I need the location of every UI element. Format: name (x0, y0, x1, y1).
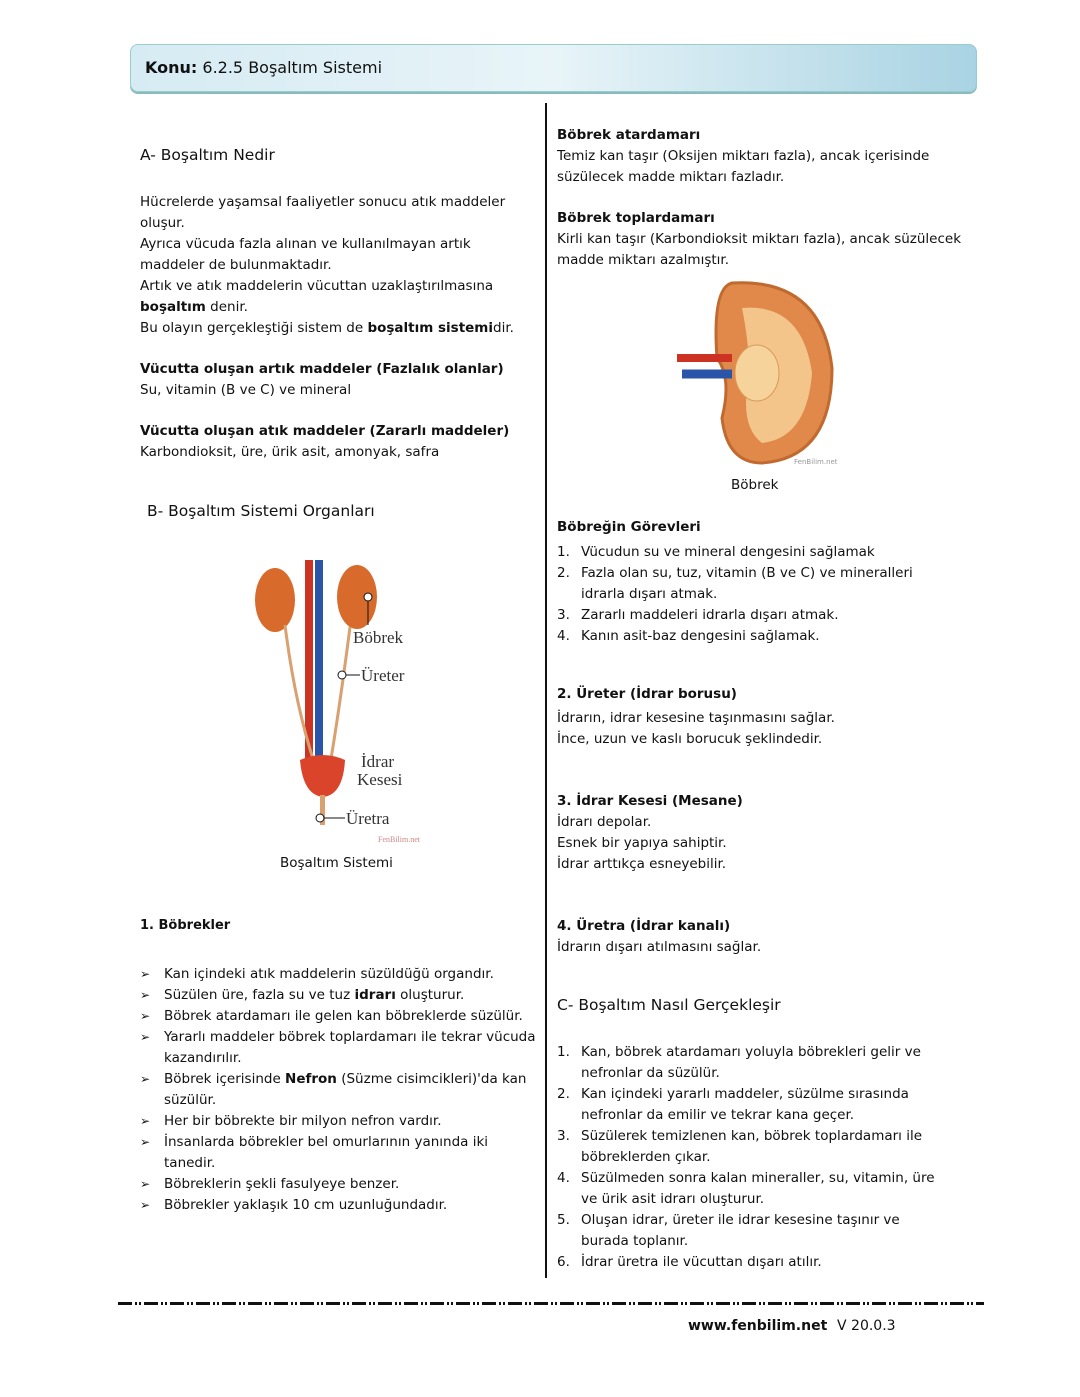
watermark: FenBilim.net (794, 458, 838, 466)
item-number: 2. (557, 1086, 570, 1102)
figure-caption: Boşaltım Sistemi (280, 855, 393, 871)
arrow-bullet-icon: ➢ (140, 1198, 151, 1212)
item-text: Süzülmeden sonra kalan mineraller, su, vitamin, üre ve ürik asit idrarı oluşturur. (581, 1170, 935, 1207)
list-item (140, 1027, 540, 1069)
list-item (140, 1132, 540, 1174)
list-item (557, 1210, 937, 1252)
item-text: Yararlı maddeler böbrek toplardamarı ile tekrar vücuda kazandırılır. (164, 1029, 536, 1066)
section-a-title: A- Boşaltım Nedir (140, 146, 275, 164)
list-item (557, 563, 927, 605)
paragraph (140, 276, 535, 318)
footer-divider (118, 1302, 984, 1305)
arrow-bullet-icon: ➢ (140, 1114, 151, 1128)
urinary-system-figure (245, 555, 435, 850)
arrow-bullet-icon: ➢ (140, 1135, 151, 1149)
text: Artık ve atık maddelerin vücuttan uzaklaştırılmasına (140, 278, 494, 294)
list-item (140, 1006, 540, 1027)
label-kesesi: Kesesi (357, 770, 403, 789)
text: dir. (493, 320, 514, 336)
bold-term: idrarı (354, 987, 396, 1003)
item-number: 5. (557, 1212, 570, 1228)
item-text: İdrar üretra ile vücuttan dışarı atılır. (581, 1254, 822, 1270)
item-text: Böbrek içerisinde (164, 1071, 286, 1087)
item-text: Böbrek atardamarı ile gelen kan böbreklerde süzülür. (164, 1008, 523, 1024)
list-item (557, 626, 927, 647)
item-text: Kan içindeki yararlı maddeler, süzülme sırasında nefronlar da emilir ve tekrar kana geçer. (581, 1086, 909, 1123)
text: Esnek bir yapıya sahiptir. (557, 835, 727, 851)
list-item (557, 1126, 937, 1168)
label-ureter: Üreter (361, 666, 405, 685)
arrow-bullet-icon: ➢ (140, 1009, 151, 1023)
arrow-bullet-icon: ➢ (140, 988, 151, 1002)
subheading: Vücutta oluşan atık maddeler (Zararlı maddeler) (140, 423, 510, 439)
item-text: Kanın asit-baz dengesini sağlamak. (581, 628, 820, 644)
arrow-bullet-icon: ➢ (140, 1030, 151, 1044)
list-item (140, 1069, 540, 1111)
topic-header (130, 44, 977, 92)
list-item (557, 1168, 937, 1210)
header-title: 6.2.5 Boşaltım Sistemi (202, 58, 383, 77)
item-number: 4. (557, 628, 570, 644)
text: denir. (205, 299, 248, 315)
ureter-block (557, 684, 967, 750)
item-number: 3. (557, 1128, 570, 1144)
footer (688, 1318, 896, 1334)
artik-block (140, 359, 535, 401)
item-text: Zararlı maddeleri idrarla dışarı atmak. (581, 607, 839, 623)
text: İdrarı depolar. (557, 814, 652, 830)
arrow-bullet-icon: ➢ (140, 1072, 151, 1086)
atardamar-block (557, 125, 967, 188)
item-text: Vücudun su ve mineral dengesini sağlamak (581, 544, 875, 560)
arrow-bullet-icon: ➢ (140, 967, 151, 981)
item-text: Fazla olan su, tuz, vitamin (B ve C) ve mineralleri idrarla dışarı atmak. (581, 565, 913, 602)
kidney-figure (672, 278, 840, 468)
bobrekler-title: 1. Böbrekler (140, 918, 231, 933)
item-number: 1. (557, 1044, 570, 1060)
text: İnce, uzun ve kaslı borucuk şeklindedir. (557, 731, 823, 747)
list-item (557, 542, 927, 563)
arrow-bullet-icon: ➢ (140, 1177, 151, 1191)
item-text: Böbrekler yaklaşık 10 cm uzunluğundadır. (164, 1197, 448, 1213)
toplardamar-block (557, 208, 967, 271)
kidney-caption: Böbrek (731, 477, 779, 493)
watermark: FenBilim.net (378, 835, 420, 844)
text: İdrar arttıkça esneyebilir. (557, 856, 727, 872)
label-bobrek: Böbrek (353, 628, 404, 647)
paragraph: Ayrıca vücuda fazla alınan ve kullanılmayan artık maddeler de bulunmaktadır. (140, 236, 471, 273)
text: Karbondioksit, üre, ürik asit, amonyak, safra (140, 444, 440, 460)
column-divider (545, 103, 547, 1278)
item-number: 3. (557, 607, 570, 623)
header-prefix: Konu: (145, 58, 198, 77)
item-text: Süzülerek temizlenen kan, böbrek toplardamarı ile böbreklerden çıkar. (581, 1128, 923, 1165)
list-item (140, 1174, 540, 1195)
subheading: 2. Üreter (İdrar borusu) (557, 686, 737, 702)
item-number: 2. (557, 565, 570, 581)
list-item (557, 605, 927, 626)
list-item (140, 1195, 540, 1216)
subheading: 3. İdrar Kesesi (Mesane) (557, 793, 743, 809)
item-text: Her bir böbrekte bir milyon nefron vardır. (164, 1113, 442, 1129)
bobrekler-list (140, 964, 540, 1216)
footer-version: V 20.0.3 (837, 1318, 896, 1334)
text: İdrarın dışarı atılmasını sağlar. (557, 939, 762, 955)
list-item (140, 1111, 540, 1132)
label-idrar: İdrar (361, 752, 395, 771)
bold-term: boşaltım (140, 299, 206, 315)
section-b-title: B- Boşaltım Sistemi Organları (147, 502, 375, 520)
section-c-title: C- Boşaltım Nasıl Gerçekleşir (557, 996, 781, 1014)
list-item (140, 964, 540, 985)
item-text: İnsanlarda böbrekler bel omurlarının yanında iki tanedir. (164, 1134, 489, 1171)
kese-block (557, 791, 967, 875)
item-text: Kan içindeki atık maddelerin süzüldüğü organdır. (164, 966, 494, 982)
item-number: 6. (557, 1254, 570, 1270)
gorevler-title: Böbreğin Görevleri (557, 519, 701, 535)
footer-site: www.fenbilim.net (688, 1318, 828, 1334)
text: Temiz kan taşır (Oksijen miktarı fazla), ancak içerisinde süzülecek madde miktarı fazladır. (557, 148, 930, 185)
subheading: 4. Üretra (İdrar kanalı) (557, 918, 731, 934)
uretra-block (557, 916, 967, 958)
item-number: 1. (557, 544, 570, 560)
item-text: oluşturur. (395, 987, 465, 1003)
list-item (557, 1042, 937, 1084)
gorevler-list (557, 542, 927, 647)
item-number: 4. (557, 1170, 570, 1186)
paragraph (140, 318, 535, 339)
text: Su, vitamin (B ve C) ve mineral (140, 382, 352, 398)
section-a-body (140, 192, 535, 339)
item-text: Süzülen üre, fazla su ve tuz (164, 987, 355, 1003)
list-item (140, 985, 540, 1006)
list-item (557, 1252, 937, 1273)
subheading: Böbrek toplardamarı (557, 210, 715, 226)
subheading: Vücutta oluşan artık maddeler (Fazlalık olanlar) (140, 361, 504, 377)
text: Bu olayın gerçekleştiği sistem de (140, 320, 368, 336)
item-text: Oluşan idrar, üreter ile idrar kesesine taşınır ve burada toplanır. (581, 1212, 900, 1249)
text: Kirli kan taşır (Karbondioksit miktarı fazla), ancak süzülecek madde miktarı azalmıştır. (557, 231, 962, 268)
label-uretra: Üretra (346, 809, 390, 828)
item-text: Kan, böbrek atardamarı yoluyla böbrekleri gelir ve nefronlar da süzülür. (581, 1044, 921, 1081)
item-text: (Süzme cisimcikleri)'da kan süzülür. (164, 1071, 527, 1108)
bold-term: boşaltım sistemi (367, 320, 493, 336)
list-item (557, 1084, 937, 1126)
bold-term: Nefron (285, 1071, 337, 1087)
paragraph: Hücrelerde yaşamsal faaliyetler sonucu atık maddeler oluşur. (140, 194, 506, 231)
text: İdrarın, idrar kesesine taşınmasını sağlar. (557, 710, 835, 726)
steps-list (557, 1042, 937, 1273)
item-text: Böbreklerin şekli fasulyeye benzer. (164, 1176, 400, 1192)
subheading: Böbrek atardamarı (557, 127, 701, 143)
atik-block (140, 421, 535, 463)
